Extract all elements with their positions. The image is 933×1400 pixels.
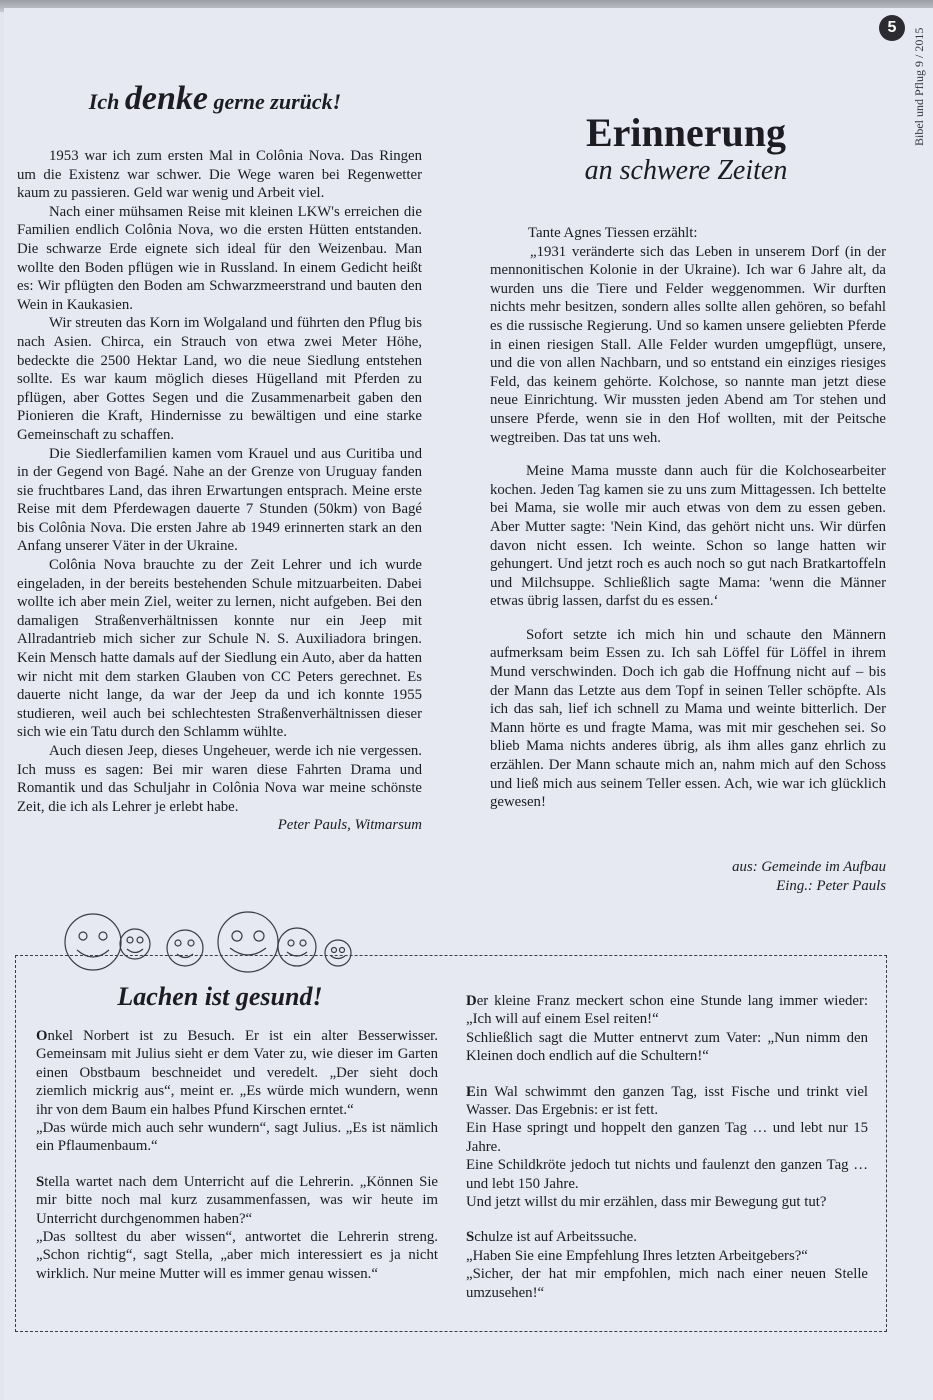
paragraph: Nach einer mühsamen Reise mit kleinen LKW's erreichen die Familien endlich Colônia Nova, wo die ersten Hütten entstanden. Die schwarze Erde eignete sich ideal für den Weizenbau. Man wollte den Boden pflügen wie in Russland. In einem Gedicht heißt es: Wir pflügten den Boden am Schwarzmeerstrand und bauten den Wein in Kaukasien. xyxy=(17,203,422,313)
source-note xyxy=(490,858,886,895)
joke-line: Ein Hase springt und hoppelt den ganzen Tag … und lebt nur 15 Jahre. xyxy=(466,1120,868,1155)
page-number-badge: 5 xyxy=(879,15,905,41)
running-title: Bibel und Pflug 9 / 2015 xyxy=(912,27,926,146)
right-article-title: Erinnerung xyxy=(585,110,787,155)
running-title-sidebar xyxy=(904,27,933,150)
source-line: Eing.: Peter Pauls xyxy=(776,877,886,894)
joke-line: Schließlich sagt die Mutter entnervt zum Vater: „Nun nimm den Kleinen doch endlich auf die Schultern!“ xyxy=(466,1029,868,1065)
left-article-title: Ich denke gerne zurück! xyxy=(88,80,342,117)
left-article-body xyxy=(17,147,422,835)
paragraph: „1931 veränderte sich das Leben in unserem Dorf (in der mennonitischen Kolonie in der Ukraine). Ich war 6 Jahre alt, da wurden uns die Tiere und Felder weggenommen. Wir durften nichts mehr besitzen, sondern alles sollte allen gehören, so befahl es die russische Regierung. Und so kamen unsere geliebten Pferde in einen riesigen Stall. Alle Felder wurden umgepflügt, unsere, und die von allen Nachbarn, und so entstand ein einziges riesiges Feld, das keinem gehörte. Kolchose, so nannte man jetzt diese neue Einrichtung. Wir mussten jeden Abend am Tor stehen und unsere Pferde, wenn sie in den Hof wollten, mit der Peitsche wegtreiben. Das tat uns weh. xyxy=(490,243,886,446)
joke-line: Eine Schildkröte jedoch tut nichts und faulenzt den ganzen Tag … und lebt 150 Jahre. xyxy=(466,1157,868,1192)
paragraph: Auch diesen Jeep, dieses Ungeheuer, werde ich nie vergessen. Ich muss es sagen: Bei mir waren diese Fahrten Drama und Romantik und das Schuljahr in Colônia Nova war meine schönste Zeit, die ich als Lehrer je erlebt habe. xyxy=(17,743,422,815)
right-article-heading xyxy=(490,110,882,186)
paragraph: Meine Mama musste dann auch für die Kolchosearbeiter kochen. Jeden Tag kamen sie zu uns zum Mittagessen. Ich bettelte bei Mama, sie wolle mir auch etwas von dem zu essen geben. Aber Mutter sagte: 'Nein Kind, das gehört nicht uns. Wir dürfen davon nicht essen. Ich weinte. Schon so lange hatten wir gehungert. Und jetzt roch es auch noch so gut nach Bratkartoffeln und Milchsuppe. Schließlich sagte Mama: 'wenn die Männer etwas übrig lassen, darfst du es essen.‘ xyxy=(490,463,886,610)
paragraph: Die Siedlerfamilien kamen vom Krauel und aus Curitiba und in der Gegend von Bagé. Nahe an der Grenze von Uruguay fanden sie fruchtbares Land, das ihren Erwartungen entsprach. Meine erste Reise mit dem Pferdewagen dauerte 7 Stunden (50km) von Bagé bis Colônia Nova. Die ersten Jahre ab 1949 erinnerten stark an den Anfang unserer Väter in der Ukraine. xyxy=(17,445,422,555)
right-article-subtitle: an schwere Zeiten xyxy=(584,155,788,186)
joke: Onkel Norbert ist zu Besuch. Er ist ein alter Besserwisser. Gemeinsam mit Julius sieht er dem Vater zu, wie dieser im Garten einen Obstbaum beschneidet und veredelt. „Der sieht doch ziemlich mickrig aus“, meint er. „Es würde mich wundern, wenn ihr von dem Baum ein halbes Pfund Kirschen erntet.“ xyxy=(36,1028,438,1118)
article-signature: Peter Pauls, Witmarsum xyxy=(277,817,422,834)
intro-line: Tante Agnes Tiessen erzählt: xyxy=(528,225,698,241)
joke: Der kleine Franz meckert schon eine Stunde lang immer wieder: „Ich will auf einem Esel reiten!“ xyxy=(466,993,868,1028)
joke-line: „Haben Sie eine Empfehlung Ihres letzten Arbeitgebers?“ xyxy=(466,1247,808,1264)
joke-line: „Sicher, der hat mir empfohlen, mich nach einer neuen Stelle umzusehen!“ xyxy=(466,1266,868,1301)
jokes-box-title: Lachen ist gesund! xyxy=(117,982,323,1011)
joke: Schulze ist auf Arbeitssuche. xyxy=(466,1229,637,1246)
paragraph: Sofort setzte ich mich hin und schaute den Männern aufmerksam beim Essen zu. Ich sah Löffel für Löffel in ihrem Mund verschwinden. Doch ich gab die Hoffnung nicht auf – bis der Mann das Letzte aus dem Topf in seinen Teller schöpfte. Als ich das sah, lief ich schnell zu Mama und weinte bitterlich. Der Mann hörte es und fragte Mama, was mit mir geschehen sei. So blieb Mama nichts anderes übrig, als ihm alles ganz ehrlich zu erzählen. Der Mann schaute mich an, nahm mich auf den Schoss und ließ mich aus seinem Teller essen. Ach, wie war ich glücklich gewesen! xyxy=(490,626,886,811)
paragraph: Wir streuten das Korn im Wolgaland und führten den Pflug bis nach Asien. Chirca, ein Strauch von etwa zwei Meter Höhe, bedeckte die 2500 Hektar Land, wo die neue Siedlung entstehen sollte. Es war kaum möglich dieses Hügelland mit Pferden zu pflügen, aber Gottes Segen und die Zusammenarbeit gaben den Pionieren die Kraft, Hindernisse zu bewältigen und eine starke Gemeinschaft zu schaffen. xyxy=(17,315,422,443)
joke-line: „Das solltest du aber wissen“, antwortet die Lehrerin streng. „Schon richtig“, sagt Stella, „aber mich interessiert es ja nicht wirklich. Nur meine Mutter will es immer genau wissen.“ xyxy=(36,1229,438,1282)
joke-line: Und jetzt willst du mir erzählen, dass mir Bewegung gut tut? xyxy=(466,1194,827,1211)
paragraph: 1953 war ich zum ersten Mal in Colônia Nova. Das Ringen um die Existenz war schwer. Die Wege waren bei Regenwetter kaum zu passieren. Geld war wenig und Arbeit viel. xyxy=(17,148,422,202)
jokes-left-column xyxy=(36,1027,438,1283)
source-line: aus: Gemeinde im Aufbau xyxy=(732,859,886,875)
paragraph: Colônia Nova brauchte zu der Zeit Lehrer und ich wurde eingeladen, in der bereits bestehenden Schule mitzuarbeiten. Dabei wollte ich aber mein Ziel, weiter zu lernen, nicht aufgeben. Bei den damaligen Straßenverhältnissen konnte nur ein Jeep mit Allradantrieb mich sicher zur Schule N. S. Auxiliadora bringen. Kein Mensch hatte damals auf der Siedlung ein Auto, aber da hatten wir nicht mit dem starken Glauben von CC Peters gerechnet. Es dauerte nicht lange, da war der Jeep da und ich konnte 1955 studieren, weil auch bei schlechtesten Straßenverhältnissen dieser sich wie ein Tatu durch den Schlamm wühlte. xyxy=(17,557,422,741)
jokes-right-column xyxy=(466,992,868,1302)
joke-line: „Das würde mich auch sehr wundern“, sagt Julius. „Es ist nämlich ein Pflaumenbaum.“ xyxy=(36,1120,438,1155)
joke: Stella wartet nach dem Unterricht auf die Lehrerin. „Können Sie mir bitte noch mal kurz zusammenfassen, was wir heute im Unterricht durchgenommen haben?“ xyxy=(36,1173,438,1227)
joke: Ein Wal schwimmt den ganzen Tag, isst Fische und trinkt viel Wasser. Das Ergebnis: er ist fett. xyxy=(466,1083,868,1119)
right-article-body xyxy=(490,224,886,812)
